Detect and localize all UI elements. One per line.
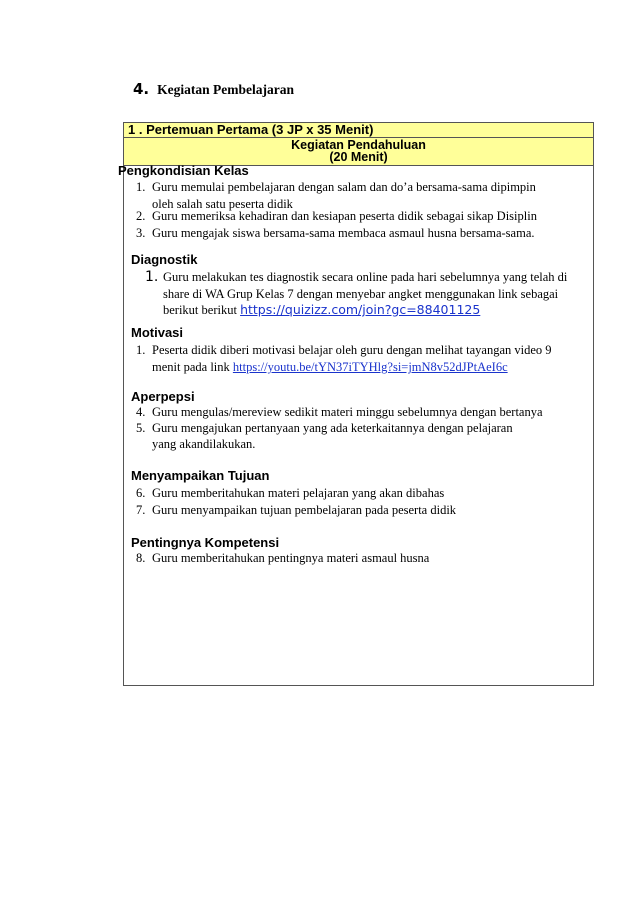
- tujuan-title: Menyampaikan Tujuan: [131, 468, 270, 483]
- apersepsi-title: Aperpepsi: [131, 389, 195, 404]
- list-item: 1. Guru memulai pembelajaran dengan salam dan do’a bersama-sama dipimpin: [136, 180, 536, 194]
- quizizz-link[interactable]: https://quizizz.com/join?gc=88401125: [240, 302, 481, 317]
- list-item-continuation: share di WA Grup Kelas 7 dengan menyebar angket menggunakan link sebagai: [163, 287, 559, 301]
- activity-header-row: [124, 138, 593, 166]
- list-item: 4. Guru mengulas/mereview sedikit materi minggu sebelumnya dengan bertanya: [136, 405, 543, 419]
- list-item: 2. Guru memeriksa kehadiran dan kesiapan peserta didik sebagai sikap Disiplin: [136, 209, 537, 223]
- activity-title: Kegiatan Pendahuluan: [291, 138, 426, 152]
- list-item: 1. Peserta didik diberi motivasi belajar oleh guru dengan melihat tayangan video 9: [136, 343, 552, 357]
- meeting-row: 1 . Pertemuan Pertama (3 JP x 35 Menit): [124, 123, 593, 138]
- kompetensi-title: Pentingnya Kompetensi: [131, 535, 280, 550]
- youtube-link[interactable]: https://youtu.be/tYN37iTYHlg?si=jmN8v52dJPtAeI6c: [232, 360, 508, 374]
- list-item: 7. Guru menyampaikan tujuan pembelajaran pada peserta didik: [136, 503, 457, 517]
- list-item-continuation: menit pada link https://youtu.be/tYN37iTYHlg?si=jmN8v52dJPtAeI6c: [152, 360, 508, 374]
- diagnostik-title: Diagnostik: [131, 252, 198, 267]
- section-heading: [133, 80, 294, 99]
- list-item-continuation: yang akandilakukan.: [152, 437, 256, 451]
- pengkondisian-title: Pengkondisian Kelas: [118, 163, 249, 178]
- heading-number: 4.: [133, 80, 150, 98]
- list-item: 3. Guru mengajak siswa bersama-sama membaca asmaul husna bersama-sama.: [136, 226, 535, 240]
- list-item: 1. Guru melakukan tes diagnostik secara online pada hari sebelumnya yang telah di: [145, 269, 568, 285]
- list-item: 6. Guru memberitahukan materi pelajaran yang akan dibahas: [136, 486, 445, 500]
- list-item: 5. Guru mengajukan pertanyaan yang ada keterkaitannya dengan pelajaran: [136, 421, 513, 435]
- list-item: 8. Guru memberitahukan pentingnya materi asmaul husna: [136, 551, 430, 565]
- motivasi-title: Motivasi: [131, 325, 184, 340]
- heading-text: Kegiatan Pembelajaran: [157, 82, 294, 97]
- list-item-continuation: berikut berikut https://quizizz.com/join?gc=88401125: [163, 302, 481, 317]
- activity-duration: (20 Menit): [329, 150, 388, 164]
- list-item-continuation: oleh salah satu peserta didik: [152, 197, 293, 211]
